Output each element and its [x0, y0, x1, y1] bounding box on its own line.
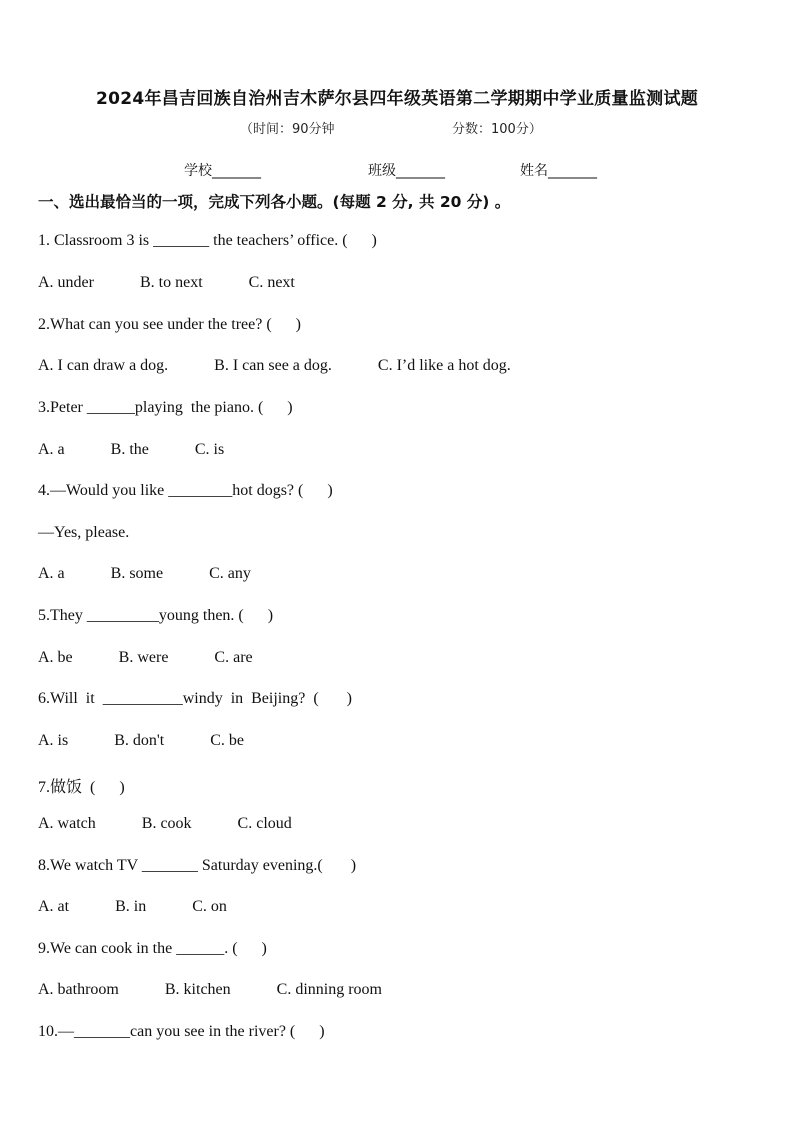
option-b: B. cook — [141, 815, 192, 832]
options-5 — [38, 649, 295, 667]
option-b: B. were — [118, 649, 169, 666]
options-3 — [38, 441, 266, 459]
option-c: C. is — [194, 441, 225, 458]
option-c: C. are — [214, 649, 253, 666]
options-8 — [38, 898, 269, 916]
option-b: B. don't — [114, 732, 165, 749]
question-6: 6.Will it __________windy in Beijing? ( ) — [38, 690, 352, 707]
options-6 — [38, 732, 286, 750]
question-7: 7.做饭 ( ) — [38, 779, 125, 796]
class-field: 班级_______ — [368, 163, 445, 179]
option-a: A. at — [38, 898, 70, 915]
option-c: C. I’d like a hot dog. — [377, 357, 511, 374]
question-4-reply: —Yes, please. — [38, 524, 130, 541]
option-c: C. next — [248, 274, 295, 291]
option-b: B. some — [110, 565, 164, 582]
options-9 — [38, 981, 424, 999]
student-info — [0, 160, 794, 180]
option-b: B. in — [115, 898, 147, 915]
option-a: A. be — [38, 649, 73, 666]
option-a: A. a — [38, 441, 65, 458]
question-2: 2.What can you see under the tree? ( ) — [38, 316, 301, 333]
option-c: C. dinning room — [276, 981, 382, 998]
exam-meta — [0, 118, 794, 138]
question-4: 4.—Would you like ________hot dogs? ( ) — [38, 482, 333, 499]
option-c: C. on — [192, 898, 227, 915]
options-1 — [38, 274, 337, 292]
exam-score: 分数：100分） — [452, 122, 542, 137]
question-1: 1. Classroom 3 is _______ the teachers’ office. ( ) — [38, 232, 377, 249]
options-7 — [38, 815, 334, 833]
question-3: 3.Peter ______playing the piano. ( ) — [38, 399, 293, 416]
option-a: A. is — [38, 732, 69, 749]
page-title: 2024年昌吉回族自治州吉木萨尔县四年级英语第二学期期中学业质量监测试题 — [95, 89, 699, 109]
school-field: 学校_______ — [184, 163, 261, 179]
section-title: 一、选出最恰当的一项，完成下列各小题。(每题 2 分, 共 20 分) 。 — [38, 193, 511, 211]
option-a: A. watch — [38, 815, 96, 832]
option-a: A. under — [38, 274, 94, 291]
option-c: C. cloud — [237, 815, 292, 832]
option-b: B. the — [110, 441, 149, 458]
option-b: B. I can see a dog. — [214, 357, 332, 374]
option-a: A. I can draw a dog. — [38, 357, 169, 374]
question-8: 8.We watch TV _______ Saturday evening.( ) — [38, 857, 357, 874]
question-10: 10.—_______can you see in the river? ( ) — [38, 1023, 325, 1040]
options-4 — [38, 565, 293, 583]
option-b: B. kitchen — [164, 981, 231, 998]
option-c: C. be — [210, 732, 245, 749]
name-field: 姓名_______ — [520, 163, 597, 179]
option-a: A. bathroom — [38, 981, 119, 998]
exam-time: （时间：90分钟 — [240, 122, 335, 137]
option-a: A. a — [38, 565, 65, 582]
option-c: C. any — [209, 565, 251, 582]
option-b: B. to next — [139, 274, 203, 291]
question-5: 5.They _________young then. ( ) — [38, 607, 274, 624]
options-2 — [38, 357, 553, 375]
question-9: 9.We can cook in the ______. ( ) — [38, 940, 267, 957]
